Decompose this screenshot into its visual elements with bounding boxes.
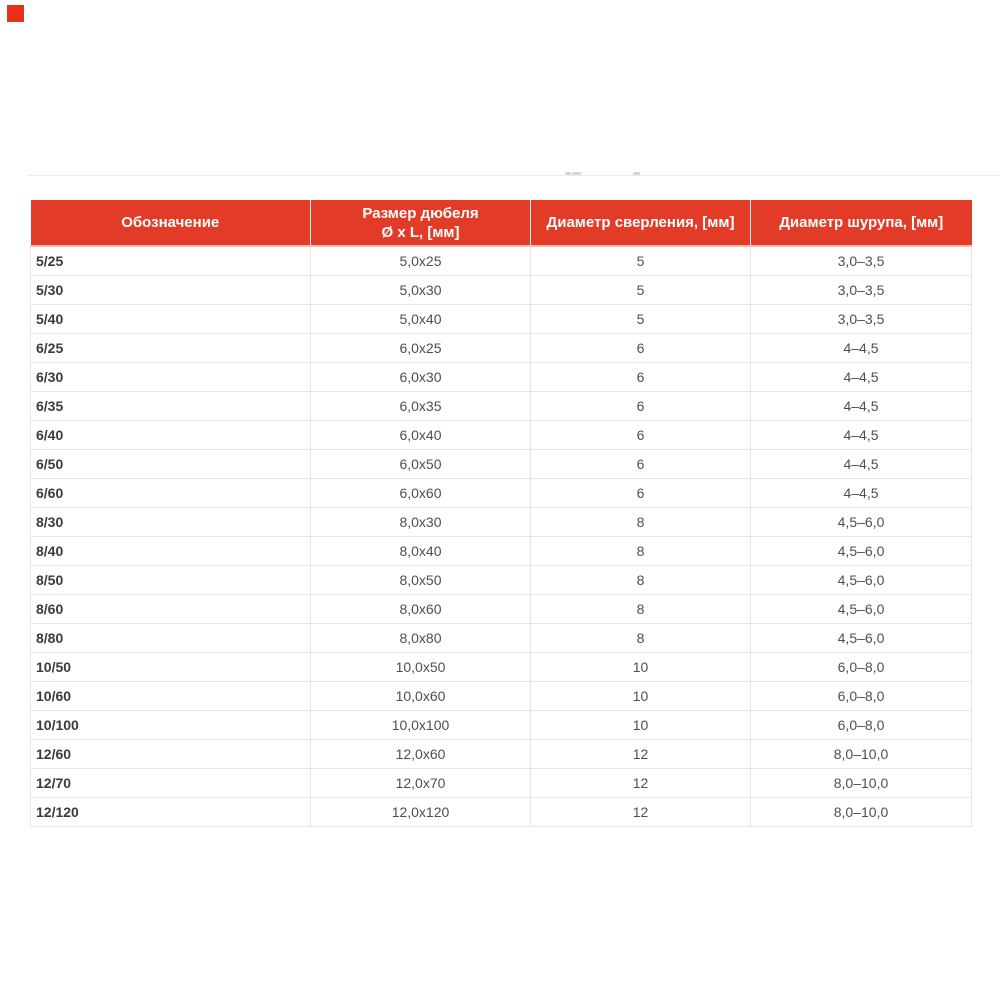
cropped-text-fragment [633,172,640,175]
table-row [31,740,972,769]
cell-drill-diameter: 10 [531,653,751,682]
cell-dowel-size: 8,0x30 [311,508,531,537]
cell-designation: 8/80 [31,624,311,653]
cell-drill-diameter: 6 [531,421,751,450]
cell-designation: 10/60 [31,682,311,711]
table-row [31,508,972,537]
cell-designation: 6/25 [31,334,311,363]
cell-dowel-size: 10,0x50 [311,653,531,682]
cell-designation: 5/40 [31,305,311,334]
cell-dowel-size: 5,0x25 [311,246,531,276]
cell-dowel-size: 12,0x60 [311,740,531,769]
cell-screw-diameter: 4,5–6,0 [751,508,972,537]
cell-dowel-size: 6,0x40 [311,421,531,450]
cell-screw-diameter: 4,5–6,0 [751,624,972,653]
cell-drill-diameter: 6 [531,334,751,363]
cell-dowel-size: 10,0x60 [311,682,531,711]
cell-dowel-size: 12,0x120 [311,798,531,827]
table-row [31,334,972,363]
table-body [31,246,972,827]
table-row [31,246,972,276]
cell-drill-diameter: 10 [531,711,751,740]
table-row [31,624,972,653]
table-row [31,392,972,421]
cell-screw-diameter: 4–4,5 [751,479,972,508]
cell-dowel-size: 6,0x60 [311,479,531,508]
cell-designation: 6/30 [31,363,311,392]
table-row [31,595,972,624]
cell-dowel-size: 5,0x30 [311,276,531,305]
cell-dowel-size: 8,0x80 [311,624,531,653]
cell-drill-diameter: 10 [531,682,751,711]
cell-dowel-size: 8,0x60 [311,595,531,624]
cell-drill-diameter: 8 [531,595,751,624]
cell-drill-diameter: 6 [531,450,751,479]
cell-screw-diameter: 4,5–6,0 [751,595,972,624]
cell-drill-diameter: 12 [531,740,751,769]
cell-drill-diameter: 12 [531,769,751,798]
table-header-row [31,200,972,246]
header-drill-diameter: Диаметр сверления, [мм] [531,200,751,246]
table-row [31,711,972,740]
cell-designation: 8/30 [31,508,311,537]
cell-drill-diameter: 8 [531,508,751,537]
table-row [31,566,972,595]
table-row [31,479,972,508]
cell-dowel-size: 6,0x25 [311,334,531,363]
cell-screw-diameter: 4–4,5 [751,450,972,479]
header-screw-diameter: Диаметр шурупа, [мм] [751,200,972,246]
cell-designation: 12/60 [31,740,311,769]
cell-drill-diameter: 8 [531,537,751,566]
table-row [31,363,972,392]
table-row [31,537,972,566]
cell-screw-diameter: 4–4,5 [751,363,972,392]
table-row [31,798,972,827]
cell-screw-diameter: 4,5–6,0 [751,566,972,595]
table-row [31,450,972,479]
cell-drill-diameter: 6 [531,363,751,392]
table-row [31,769,972,798]
corner-marker [7,5,24,22]
cell-screw-diameter: 3,0–3,5 [751,276,972,305]
cell-dowel-size: 10,0x100 [311,711,531,740]
cell-drill-diameter: 8 [531,566,751,595]
section-divider [27,175,1000,176]
cell-drill-diameter: 6 [531,392,751,421]
cell-drill-diameter: 5 [531,305,751,334]
cell-designation: 6/40 [31,421,311,450]
cell-screw-diameter: 4,5–6,0 [751,537,972,566]
cell-screw-diameter: 3,0–3,5 [751,305,972,334]
cell-dowel-size: 5,0x40 [311,305,531,334]
cell-dowel-size: 8,0x40 [311,537,531,566]
cell-designation: 5/30 [31,276,311,305]
cell-drill-diameter: 8 [531,624,751,653]
header-designation: Обозначение [31,200,311,246]
header-dowel-size [311,200,531,246]
cell-dowel-size: 8,0x50 [311,566,531,595]
dowel-spec-table [30,200,972,827]
cell-screw-diameter: 6,0–8,0 [751,711,972,740]
cropped-text-fragment [572,172,581,175]
cell-designation: 10/100 [31,711,311,740]
cell-screw-diameter: 8,0–10,0 [751,798,972,827]
cell-designation: 6/50 [31,450,311,479]
cell-screw-diameter: 3,0–3,5 [751,246,972,276]
cell-dowel-size: 6,0x50 [311,450,531,479]
cell-screw-diameter: 4–4,5 [751,392,972,421]
cell-screw-diameter: 4–4,5 [751,334,972,363]
cell-designation: 8/60 [31,595,311,624]
cell-screw-diameter: 4–4,5 [751,421,972,450]
cell-drill-diameter: 5 [531,276,751,305]
table-row [31,653,972,682]
cell-dowel-size: 6,0x35 [311,392,531,421]
header-dowel-size-line2: Ø x L, [мм] [381,223,460,241]
cell-dowel-size: 12,0x70 [311,769,531,798]
table-row [31,276,972,305]
cell-screw-diameter: 8,0–10,0 [751,769,972,798]
cell-designation: 6/35 [31,392,311,421]
cell-designation: 6/60 [31,479,311,508]
cell-drill-diameter: 6 [531,479,751,508]
cell-designation: 12/120 [31,798,311,827]
cell-designation: 8/40 [31,537,311,566]
header-dowel-size-line1: Размер дюбеля [362,204,479,222]
table-row [31,421,972,450]
table-row [31,682,972,711]
cell-dowel-size: 6,0x30 [311,363,531,392]
cell-screw-diameter: 6,0–8,0 [751,653,972,682]
cell-drill-diameter: 12 [531,798,751,827]
cell-screw-diameter: 6,0–8,0 [751,682,972,711]
cell-screw-diameter: 8,0–10,0 [751,740,972,769]
cell-designation: 5/25 [31,246,311,276]
cropped-text-fragment [565,172,571,175]
cell-designation: 10/50 [31,653,311,682]
cell-designation: 12/70 [31,769,311,798]
table-row [31,305,972,334]
cell-designation: 8/50 [31,566,311,595]
cell-drill-diameter: 5 [531,246,751,276]
